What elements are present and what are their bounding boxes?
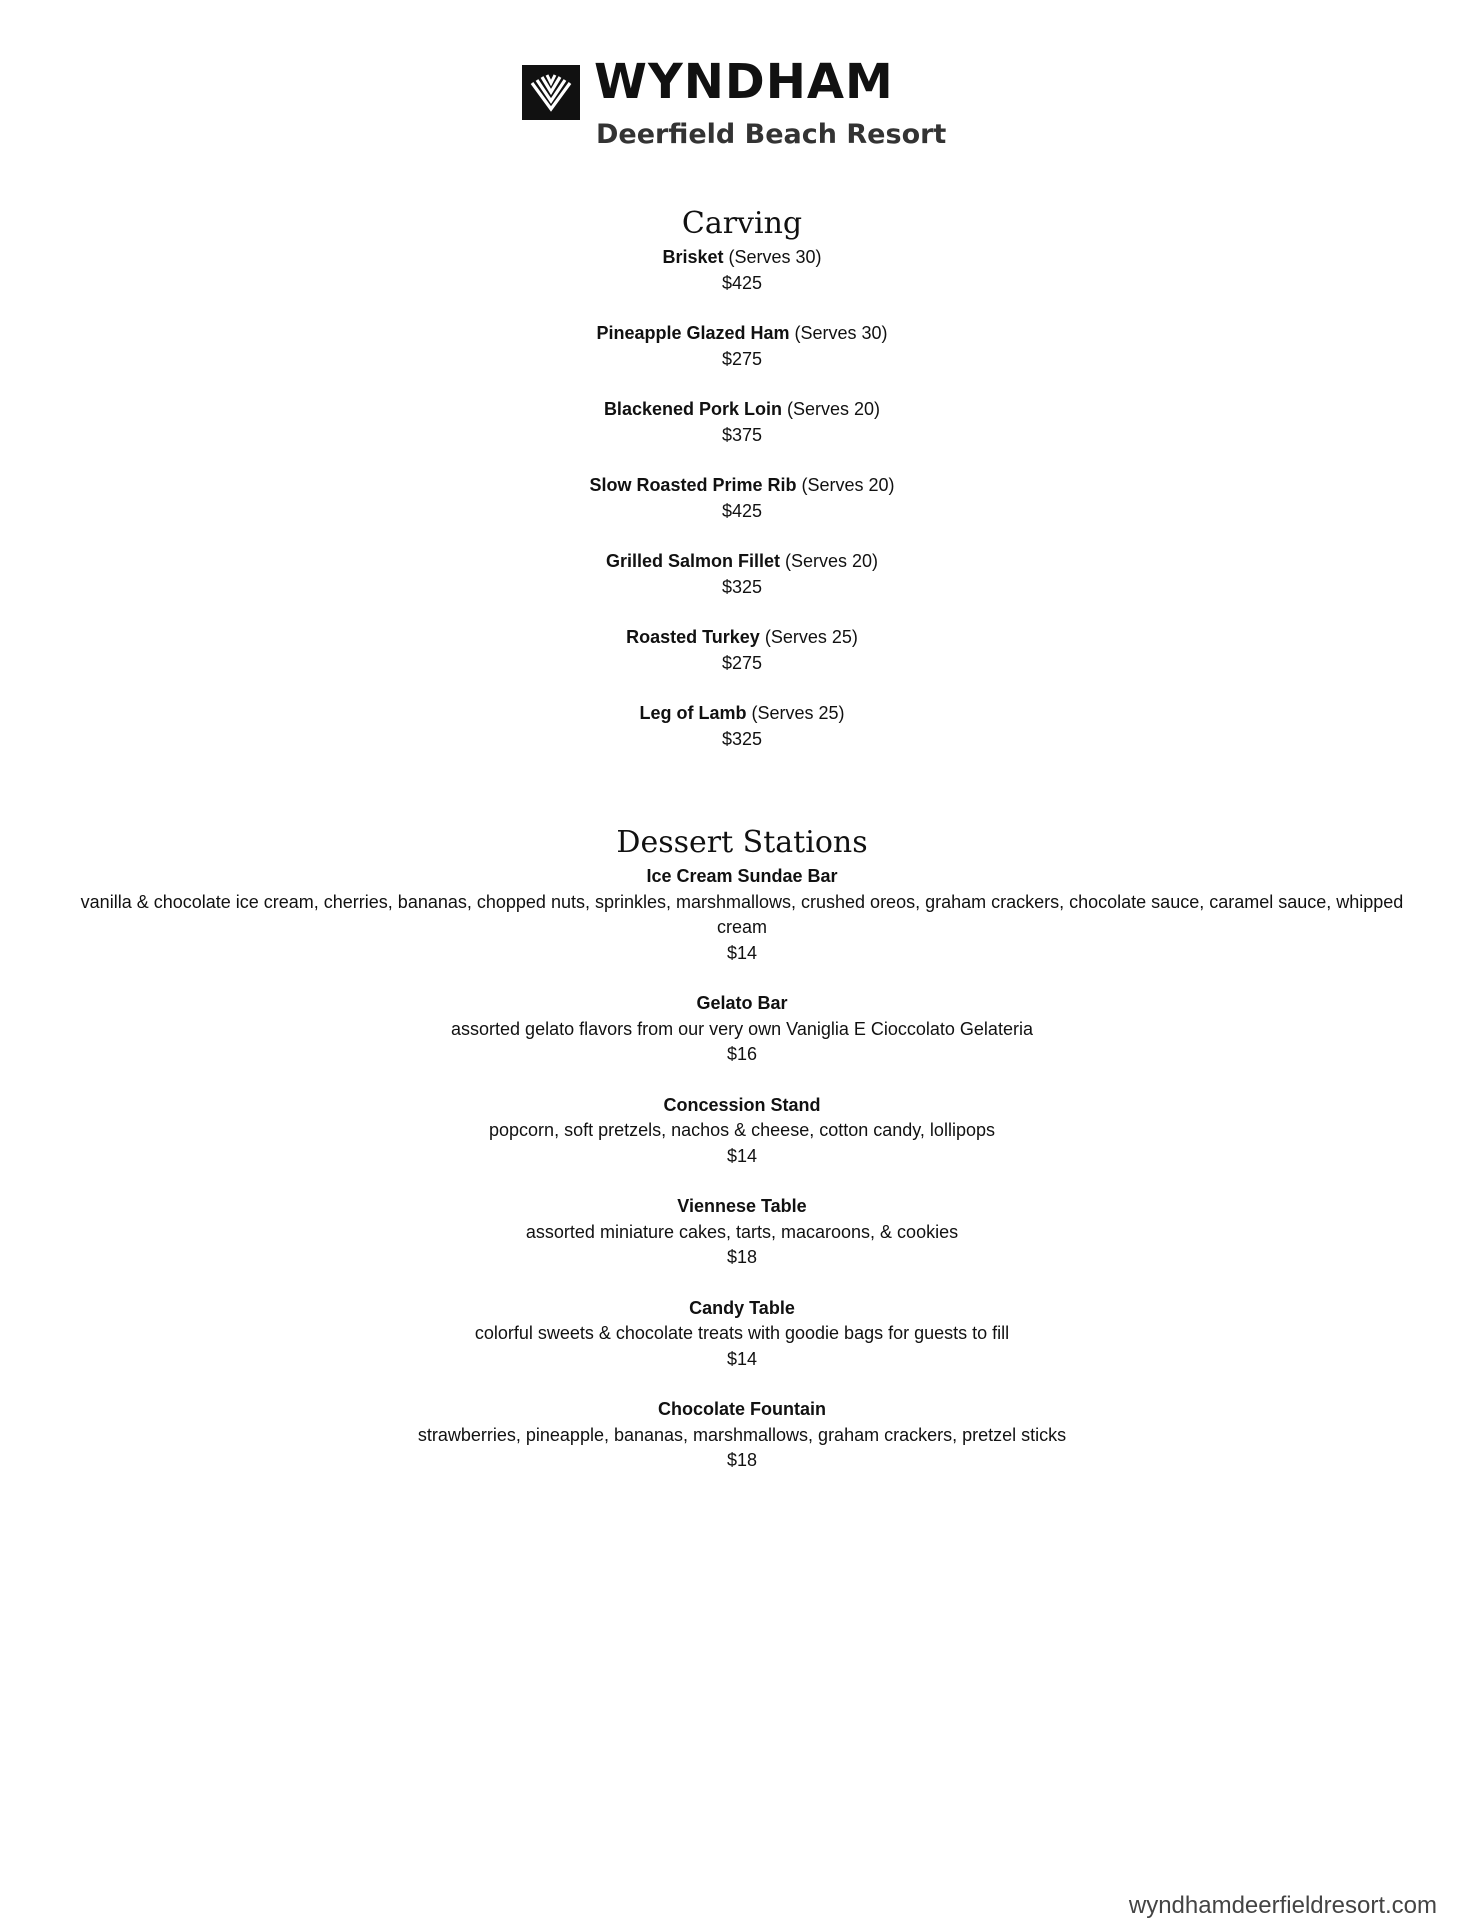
section-title-dessert: Dessert Stations <box>616 825 868 860</box>
dessert-section <box>0 822 1484 1474</box>
item-name: Roasted Turkey <box>626 627 760 647</box>
brand-logo <box>522 54 972 162</box>
carving-list <box>0 245 1484 752</box>
carving-item <box>0 321 1484 372</box>
item-name: Ice Cream Sundae Bar <box>646 866 838 886</box>
item-price: $14 <box>726 1348 758 1369</box>
dessert-item <box>0 864 1484 966</box>
dessert-item <box>0 991 1484 1068</box>
brand-name: WYNDHAM <box>594 54 894 110</box>
footer-website: wyndhamdeerfieldresort.com <box>1128 1892 1437 1919</box>
item-serves: (Serves 20) <box>801 475 895 495</box>
item-description: colorful sweets & chocolate treats with goodie bags for guests to fill <box>474 1323 1010 1343</box>
item-description: assorted miniature cakes, tarts, macaroons, & cookies <box>525 1221 959 1242</box>
carving-item <box>0 625 1484 676</box>
item-name: Gelato Bar <box>696 993 788 1013</box>
item-price: $325 <box>721 576 763 597</box>
dessert-item <box>0 1093 1484 1170</box>
dessert-list <box>0 864 1484 1474</box>
item-name: Viennese Table <box>677 1196 807 1216</box>
carving-item <box>0 397 1484 448</box>
item-price: $425 <box>721 272 763 293</box>
item-serves: (Serves 20) <box>785 551 879 571</box>
item-description: assorted gelato flavors from our very own Vaniglia E Cioccolato Gelateria <box>451 1018 1033 1039</box>
item-price: $425 <box>721 500 763 521</box>
item-price: $14 <box>726 942 758 963</box>
carving-section <box>0 203 1484 752</box>
item-name: Slow Roasted Prime Rib <box>589 475 797 495</box>
item-price: $325 <box>721 728 763 749</box>
item-price: $18 <box>726 1247 758 1267</box>
item-serves: (Serves 30) <box>794 323 888 343</box>
item-name: Concession Stand <box>663 1094 821 1115</box>
carving-item <box>0 701 1484 752</box>
dessert-item <box>0 1296 1484 1373</box>
item-description: vanilla & chocolate ice cream, cherries, bananas, chopped nuts, sprinkles, marshmallows, crushed oreos, graham crackers, chocolate sauce, caramel sauce, whipped cream <box>80 891 1404 937</box>
carving-item <box>0 473 1484 524</box>
item-serves: (Serves 25) <box>764 627 858 647</box>
item-price: $18 <box>726 1450 758 1470</box>
item-price: $375 <box>721 424 763 445</box>
item-description: popcorn, soft pretzels, nachos & cheese, cotton candy, lollipops <box>489 1120 995 1140</box>
item-name: Brisket <box>662 247 724 267</box>
item-name: Grilled Salmon Fillet <box>605 551 780 571</box>
wyndham-w-logo-icon <box>522 65 580 120</box>
section-title-carving: Carving <box>681 206 803 241</box>
carving-item <box>0 549 1484 600</box>
dessert-item <box>0 1194 1484 1271</box>
item-name: Candy Table <box>689 1297 795 1318</box>
item-name: Blackened Pork Loin <box>603 399 782 419</box>
item-serves: (Serves 30) <box>728 247 822 267</box>
carving-item <box>0 245 1484 296</box>
item-name: Pineapple Glazed Ham <box>596 323 790 343</box>
item-name: Leg of Lamb <box>639 703 747 723</box>
item-name: Chocolate Fountain <box>658 1399 826 1419</box>
item-serves: (Serves 20) <box>787 399 881 419</box>
item-price: $14 <box>726 1145 758 1166</box>
dessert-item <box>0 1397 1484 1474</box>
item-price: $275 <box>721 652 763 673</box>
item-description: strawberries, pineapple, bananas, marshmallows, graham crackers, pretzel sticks <box>417 1424 1067 1445</box>
item-price: $16 <box>726 1044 758 1064</box>
brand-subtitle: Deerfield Beach Resort <box>596 119 947 150</box>
item-serves: (Serves 25) <box>751 703 845 723</box>
item-price: $275 <box>721 348 763 369</box>
